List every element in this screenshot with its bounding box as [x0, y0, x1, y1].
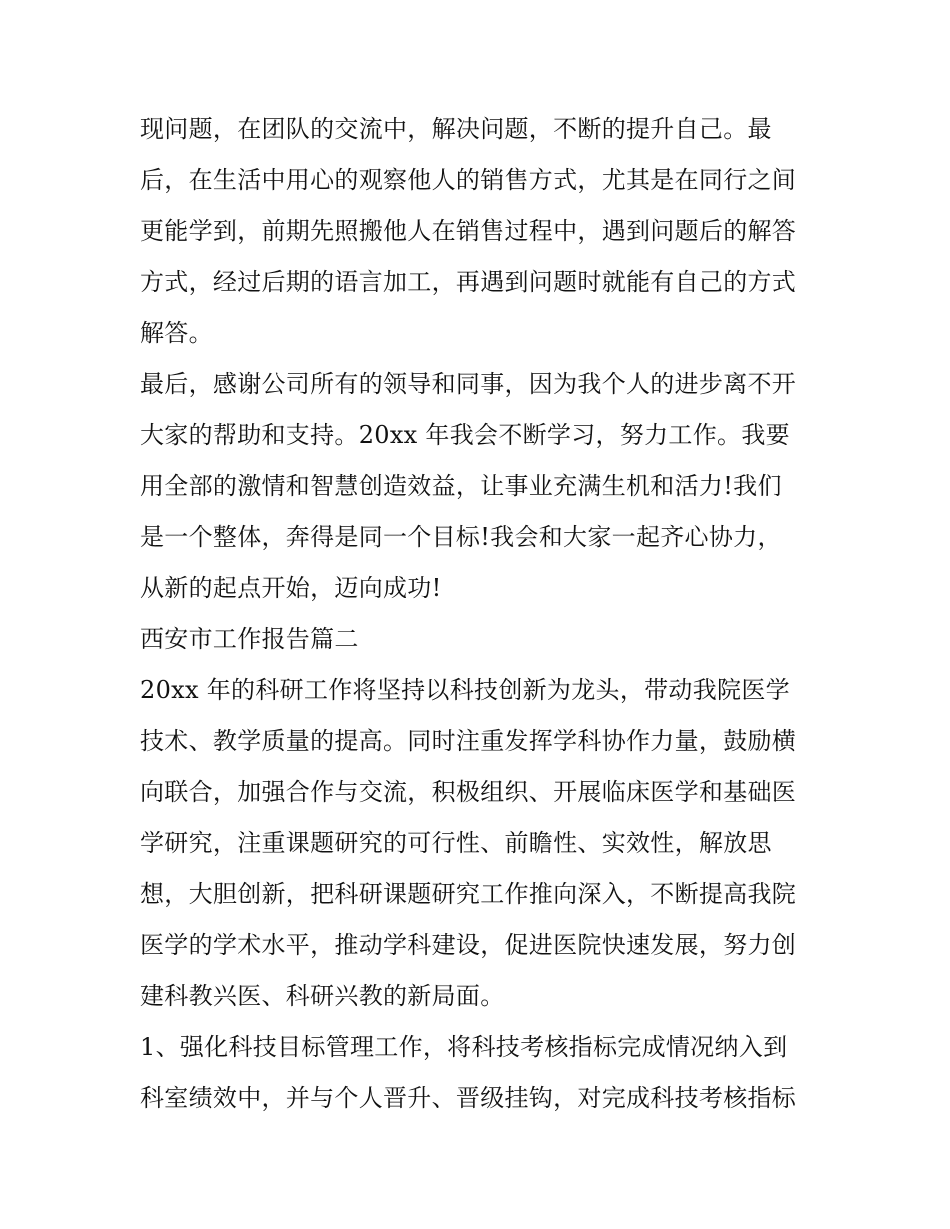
text-line: 1、强化科技目标管理工作，将科技考核指标完成情况纳入到 [140, 1033, 788, 1061]
text-line: 方式，经过后期的语言加工，再遇到问题时就能有自己的方式 [140, 268, 797, 296]
text-line: 科室绩效中，并与个人晋升、晋级挂钩，对完成科技考核指标 [140, 1084, 797, 1112]
text-line: 现问题，在团队的交流中，解决问题，不断的提升自己。最 [140, 115, 772, 143]
text-line: 建科教兴医、科研兴教的新局面。 [140, 982, 505, 1010]
text-line: 是一个整体，奔得是同一个目标!我会和大家一起齐心协力， [140, 523, 782, 551]
text-line: 从新的起点开始，迈向成功! [140, 574, 442, 602]
text-line: 解答。 [140, 319, 213, 347]
text-line: 后，在生活中用心的观察他人的销售方式，尤其是在同行之间 [140, 166, 797, 194]
text-line: 想，大胆创新，把科研课题研究工作推向深入，不断提高我院 [140, 880, 797, 908]
text-line: 技术、教学质量的提高。同时注重发挥学科协作力量，鼓励横 [140, 727, 797, 755]
text-line: 医学的学术水平，推动学科建设，促进医院快速发展，努力创 [140, 931, 797, 959]
text-line: 用全部的激情和智慧创造效益，让事业充满生机和活力!我们 [140, 472, 782, 500]
section-heading: 西安市工作报告篇二 [140, 625, 359, 653]
text-line: 20xx 年的科研工作将坚持以科技创新为龙头，带动我院医学 [140, 676, 790, 704]
text-line: 更能学到，前期先照搬他人在销售过程中，遇到问题后的解答 [140, 217, 797, 245]
text-line: 向联合，加强合作与交流，积极组织、开展临床医学和基础医 [140, 778, 797, 806]
text-line: 学研究，注重课题研究的可行性、前瞻性、实效性，解放思 [140, 829, 772, 857]
text-line: 最后，感谢公司所有的领导和同事，因为我个人的进步离不开 [140, 370, 797, 398]
text-line: 大家的帮助和支持。20xx 年我会不断学习，努力工作。我要 [140, 421, 790, 449]
document-body [140, 104, 820, 1124]
